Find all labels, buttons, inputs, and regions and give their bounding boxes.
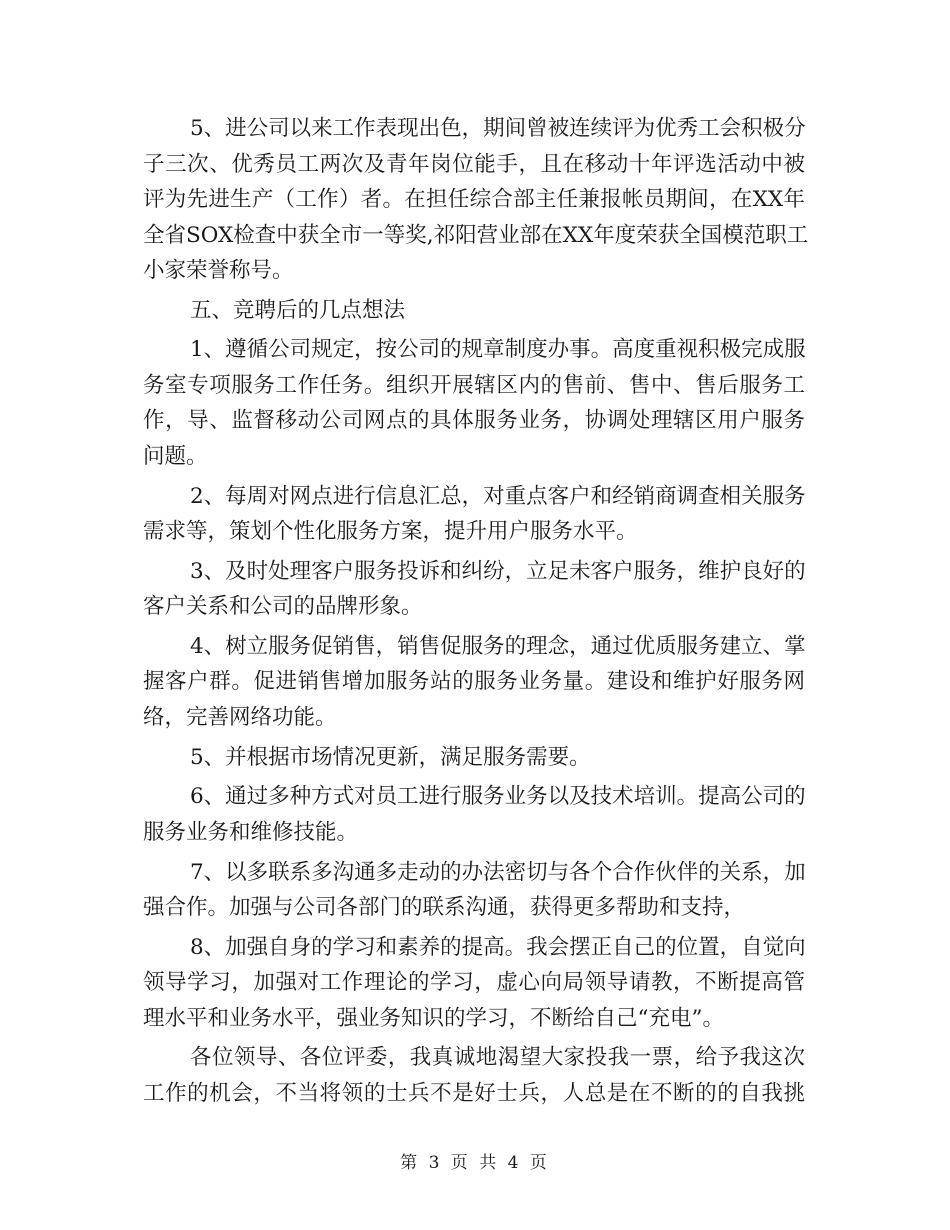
text-line: 6、通过多种方式对员工进行服务业务以及技术培训。提高公司的	[190, 784, 806, 810]
document-body	[143, 111, 809, 1116]
text-line: 问题。	[143, 443, 208, 469]
plan-item-3	[143, 554, 805, 625]
text-line: 7、以多联系多沟通多走动的办法密切与各个合作伙伴的关系，加	[190, 859, 806, 885]
text-line: 服务业务和维修技能。	[143, 819, 359, 845]
text-line: 工作的机会，不当将领的士兵不是好士兵，人总是在不断的的自我挑	[143, 1080, 805, 1106]
closing-paragraph	[143, 1040, 805, 1111]
text-line: 握客户群。促进销售增加服务站的服务业务量。建设和维护好服务网	[143, 669, 805, 695]
plan-item-4	[143, 629, 805, 736]
text-line: 评为先进生产（工作）者。在担任综合部主任兼报帐员期间，在XX年	[143, 187, 805, 212]
text-line: 子三次、优秀员工两次及青年岗位能手，且在移动十年评选活动中被	[143, 151, 805, 177]
section-heading-text: 五、竞聘后的几点想法	[190, 297, 406, 323]
text-line: 络，完善网络功能。	[143, 704, 337, 730]
plan-item-1	[143, 332, 805, 474]
plan-item-7	[143, 855, 805, 926]
text-line: 各位领导、各位评委，我真诚地渴望大家投我一票，给予我这次	[190, 1045, 805, 1071]
text-line: 4、树立服务促销售，销售促服务的理念，通过优质服务建立、掌	[190, 633, 806, 659]
plan-item-6	[143, 779, 805, 850]
text-line: 8、加强自身的学习和素养的提高。我会摆正自己的位置，自觉向	[190, 934, 806, 960]
text-line: 作，导、监督移动公司网点的具体服务业务，协调处理辖区用户服务	[143, 408, 805, 434]
text-line: 小家荣誉称号。	[143, 258, 294, 283]
text-line: 客户关系和公司的品牌形象。	[143, 594, 423, 620]
text-line: 领导学习，加强对工作理论的学习，虚心向局领导请教，不断提高管	[143, 970, 805, 996]
text-line: 全省SOX检查中获全市一等奖,祁阳营业部在XX年度荣获全国模范职工	[143, 222, 809, 248]
text-line: 务室专项服务工作任务。组织开展辖区内的售前、售中、售后服务工	[143, 372, 805, 398]
page-number-footer: 第 3 页 共 4 页	[400, 1153, 550, 1173]
text-line: 5、并根据市场情况更新，满足服务需要。	[190, 744, 591, 770]
text-line: 1、遵循公司规定，按公司的规章制度办事。高度重视积极完成服	[190, 337, 806, 363]
text-line: 强合作。加强与公司各部门的联系沟通，获得更多帮助和支持，	[143, 895, 746, 920]
text-line: 2、每周对网点进行信息汇总，对重点客户和经销商调查相关服务	[190, 483, 806, 509]
text-line: 5、进公司以来工作表现出色，期间曾被连续评为优秀工会积极分	[190, 116, 806, 141]
text-line: 3、及时处理客户服务投诉和纠纷，立足未客户服务，维护良好的	[190, 558, 806, 584]
text-line: 需求等，策划个性化服务方案，提升用户服务水平。	[143, 519, 638, 545]
plan-item-5	[143, 740, 805, 776]
section-heading	[143, 293, 805, 329]
achievement-paragraph	[143, 111, 809, 289]
plan-item-8	[143, 930, 805, 1037]
plan-item-2	[143, 479, 805, 550]
text-line: 理水平和业务水平，强业务知识的学习，不断给自己“充电”。	[143, 1005, 724, 1031]
